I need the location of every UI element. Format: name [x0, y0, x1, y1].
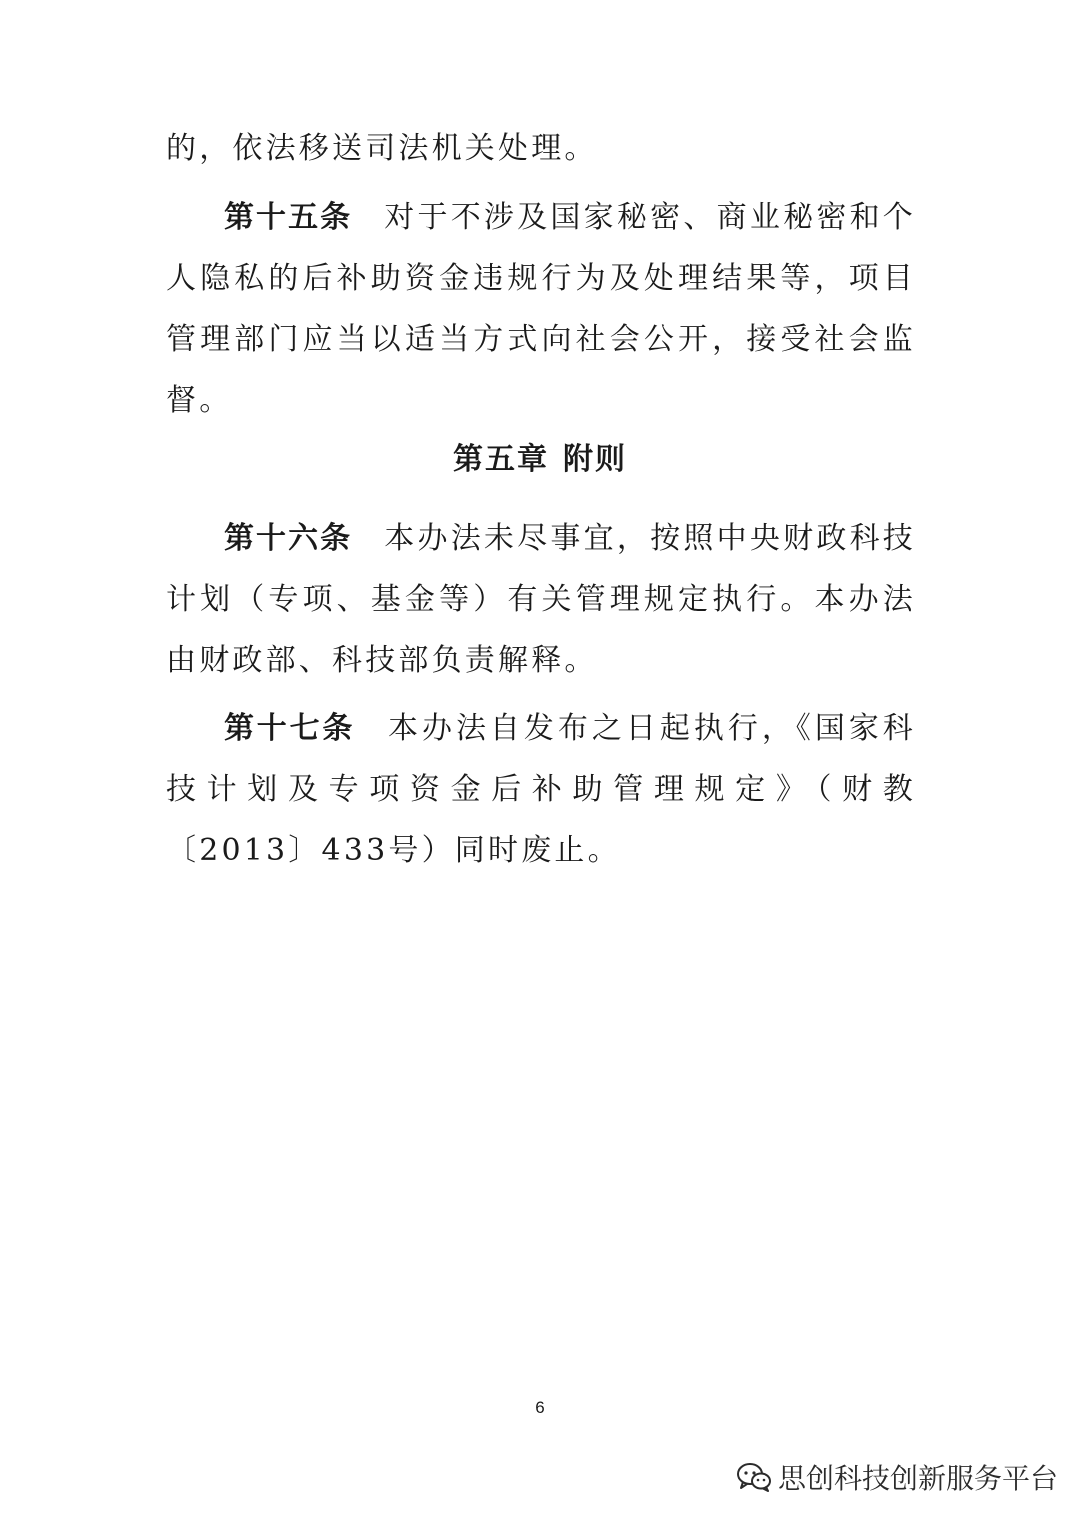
- article-17-text: 本办法自发布之日起执行，《国家科技计划及专项资金后补助管理规定》（财教〔2013〕433号）同时废止。: [166, 711, 917, 868]
- article-15-text: 对于不涉及国家秘密、商业秘密和个人隐私的后补助资金违规行为及处理结果等，项目管理部门应当以适当方式向社会公开，接受社会监督。: [166, 200, 917, 418]
- wechat-icon: [736, 1462, 772, 1492]
- continuation-paragraph: 的，依法移送司法机关处理。: [166, 131, 598, 166]
- watermark-text: 思创科技创新服务平台: [778, 1462, 1059, 1495]
- watermark: [736, 1457, 1058, 1497]
- article-16-heading: 第十六条: [224, 521, 353, 556]
- article-17-heading: 第十七条: [224, 711, 356, 746]
- article-15: [166, 187, 916, 431]
- article-16: [166, 508, 916, 691]
- article-17: [166, 698, 916, 881]
- chapter-number: 第五章: [453, 442, 549, 477]
- article-15-heading: 第十五条: [224, 200, 353, 235]
- article-16-text: 本办法未尽事宜，按照中央财政科技计划（专项、基金等）有关管理规定执行。本办法由财政部、科技部负责解释。: [166, 521, 917, 678]
- chapter-title: 附则: [563, 442, 627, 477]
- page-number: 6: [535, 1398, 545, 1417]
- chapter-heading: [0, 432, 1080, 488]
